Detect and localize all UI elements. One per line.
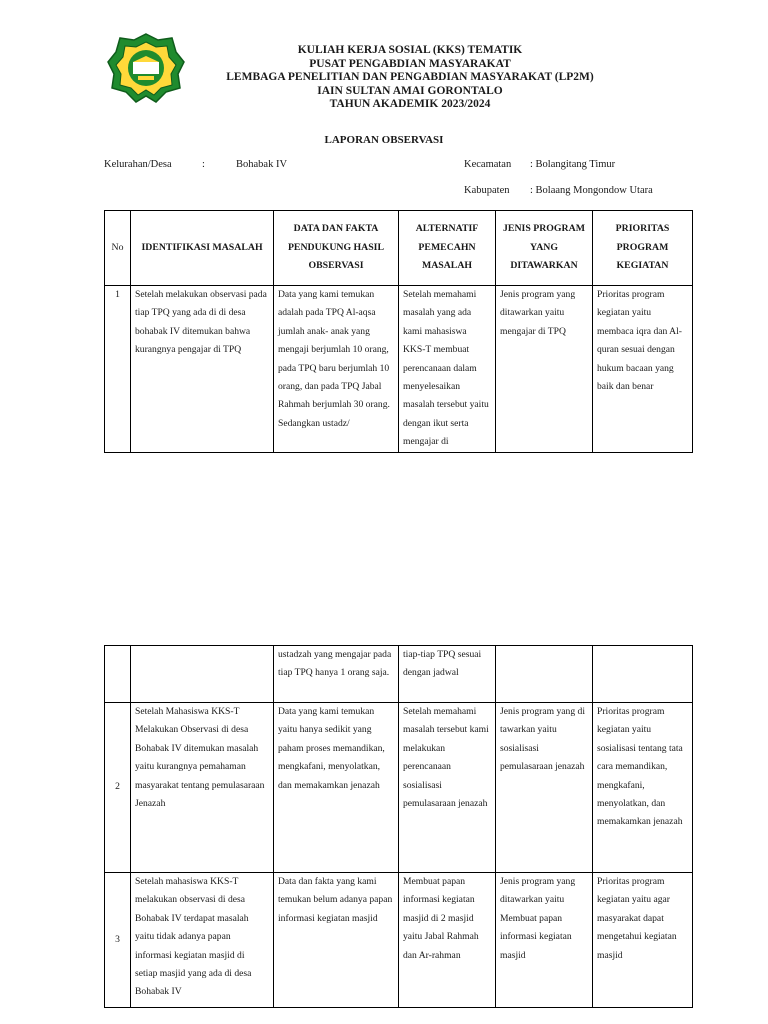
kecamatan-value: : Bolangitang Timur bbox=[530, 159, 616, 170]
header-no: No bbox=[105, 211, 131, 286]
table-row-continued bbox=[105, 646, 693, 703]
header-line-kks: KULIAH KERJA SOSIAL (KKS) TEMATIK bbox=[297, 44, 523, 56]
cell-prioritas: Prioritas program kegiatan yaitu membaca iqra dan Al-quran sesuai dengan hukum bacaan yang baik dan benar bbox=[593, 286, 693, 453]
row-number: 2 bbox=[105, 703, 131, 873]
kelurahan-value: Bohabak IV bbox=[236, 159, 288, 170]
header-jenis: JENIS PROGRAM YANG DITAWARKAN bbox=[496, 211, 593, 286]
kabupaten-label: Kabupaten bbox=[464, 185, 510, 196]
kelurahan-label: Kelurahan/Desa bbox=[104, 159, 172, 170]
cell-prioritas-empty bbox=[593, 646, 693, 703]
header-line-pusat: PUSAT PENGABDIAN MASYARAKAT bbox=[309, 57, 511, 70]
cell-alternatif: tiap-tiap TPQ sesuai dengan jadwal bbox=[399, 646, 496, 703]
cell-jenis: Jenis program yang ditawarkan yaitu Membuat papan informasi kegiatan masjid bbox=[496, 873, 593, 1008]
cell-prioritas: Prioritas program kegiatan yaitu sosialisasi tentang tata cara memandikan, mengkafani, menyolatkan, dan memakamkan jenazah bbox=[593, 703, 693, 873]
header-line-lembaga: LEMBAGA PENELITIAN DAN PENGABDIAN MASYARAKAT (LP2M) bbox=[226, 71, 594, 84]
institution-header bbox=[190, 44, 630, 112]
cell-alternatif: Setelah memahami masalah yang ada kami mahasiswa KKS-T membuat perencanaan dalam menyelesaikan masalah tersebut yaitu dengan ikut serta mengajar di bbox=[399, 286, 496, 453]
observation-table bbox=[104, 210, 693, 453]
kecamatan-label: Kecamatan bbox=[464, 159, 512, 170]
cell-data: Data yang kami temukan adalah pada TPQ Al-aqsa jumlah anak- anak yang mengaji berjumlah 10 orang, pada TPQ baru berjumlah 10 orang, dan pada TPQ Jabal Rahmah berjumlah 30 orang. Sedangkan ustadz/ bbox=[274, 286, 399, 453]
cell-alternatif: Membuat papan informasi kegiatan masjid di 2 masjid yaitu Jabal Rahmah dan Ar-rahman bbox=[399, 873, 496, 1008]
table-row bbox=[105, 873, 693, 1008]
cell-identifikasi: Setelah melakukan observasi pada tiap TPQ yang ada di di desa bohabak IV ditemukan bahwa kurangnya pengajar di TPQ bbox=[131, 286, 274, 453]
header-line-tahun: TAHUN AKADEMIK 2023/2024 bbox=[329, 98, 491, 111]
table-header-row bbox=[105, 211, 693, 286]
row-number-empty bbox=[105, 646, 131, 703]
cell-alternatif: Setelah memahami masalah tersebut kami melakukan perencanaan sosialisasi pemulasaraan jenazah bbox=[399, 703, 496, 873]
report-title: LAPORAN OBSERVASI bbox=[324, 134, 444, 146]
header-identifikasi: IDENTIFIKASI MASALAH bbox=[131, 211, 274, 286]
header-alternatif: ALTERNATIF PEMECAHN MASALAH bbox=[399, 211, 496, 286]
cell-jenis-empty bbox=[496, 646, 593, 703]
cell-jenis: Jenis program yang di tawarkan yaitu sosialisasi pemulasaraan jenazah bbox=[496, 703, 593, 873]
header-line-iain: IAIN SULTAN AMAI GORONTALO bbox=[317, 84, 503, 97]
observation-table-continued bbox=[104, 645, 693, 1008]
cell-data: Data dan fakta yang kami temukan belum adanya papan informasi kegiatan masjid bbox=[274, 873, 399, 1008]
header-data: DATA DAN FAKTA PENDUKUNG HASIL OBSERVASI bbox=[274, 211, 399, 286]
cell-identifikasi-empty bbox=[131, 646, 274, 703]
kabupaten-value: : Bolaang Mongondow Utara bbox=[530, 185, 653, 196]
kelurahan-colon: : bbox=[202, 159, 205, 170]
header-prioritas: PRIORITAS PROGRAM KEGIATAN bbox=[593, 211, 693, 286]
iain-logo bbox=[106, 32, 186, 104]
cell-identifikasi: Setelah mahasiswa KKS-T melakukan observasi di desa Bohabak IV terdapat masalah yaitu tidak adanya papan informasi kegiatan masjid di setiap masjid yang ada di desa Bohabak IV bbox=[131, 873, 274, 1008]
row-number: 3 bbox=[105, 873, 131, 1008]
cell-jenis: Jenis program yang ditawarkan yaitu mengajar di TPQ bbox=[496, 286, 593, 453]
table-row bbox=[105, 703, 693, 873]
cell-data: ustadzah yang mengajar pada tiap TPQ hanya 1 orang saja. bbox=[274, 646, 399, 703]
cell-prioritas: Prioritas program kegiatan yaitu agar masyarakat dapat mengetahui kegiatan masjid bbox=[593, 873, 693, 1008]
row-number: 1 bbox=[105, 286, 131, 453]
cell-data: Data yang kami temukan yaitu hanya sedikit yang paham proses memandikan, mengkafani, menyolatkan, dan memakamkan jenazah bbox=[274, 703, 399, 873]
cell-identifikasi: Setelah Mahasiswa KKS-T Melakukan Observasi di desa Bohabak IV ditemukan masalah yaitu kurangnya pemahaman masyarakat tentang pemulasaraan Jenazah bbox=[131, 703, 274, 873]
table-row bbox=[105, 286, 693, 453]
